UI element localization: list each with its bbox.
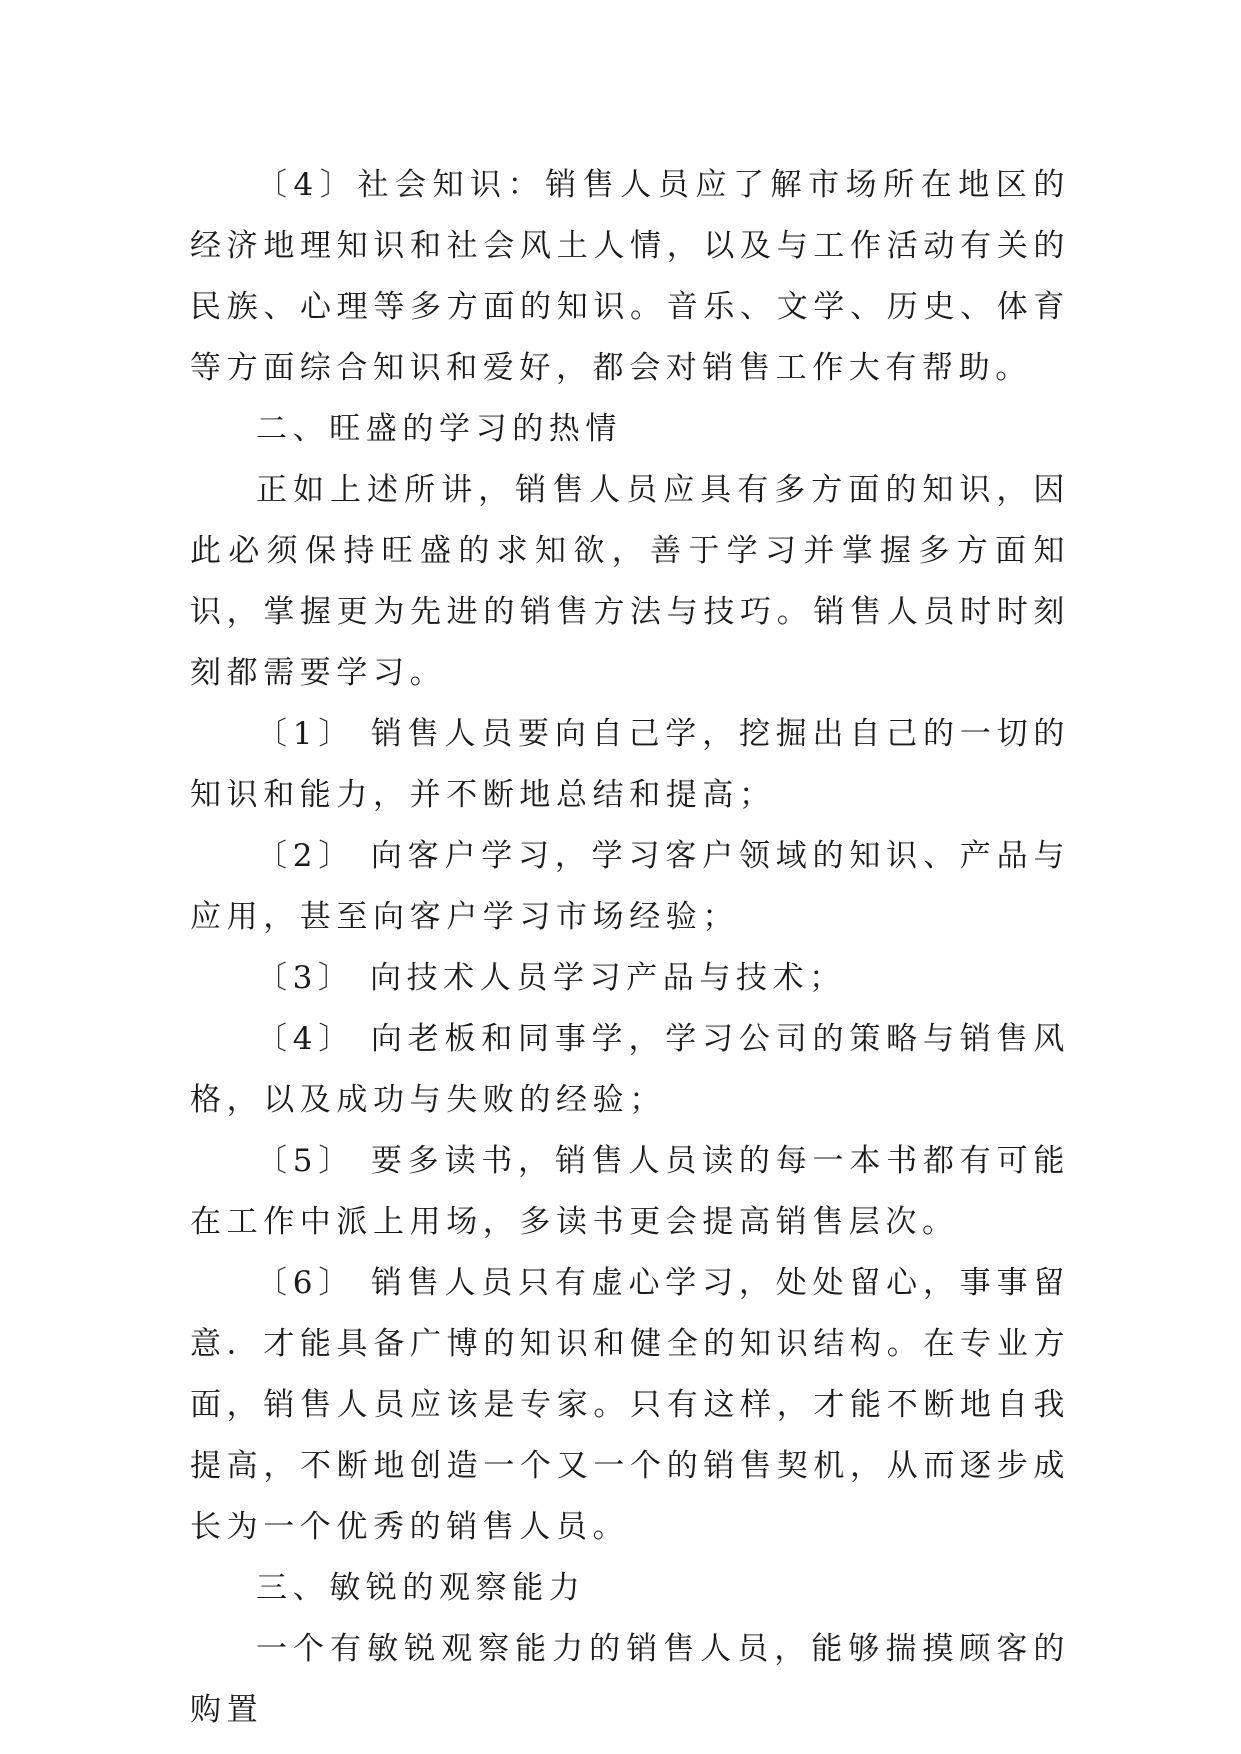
list-item-learn-from-boss-colleagues: 〔4〕 向老板和同事学，学习公司的策略与销售风格，以及成功与失败的经验； bbox=[190, 1021, 1070, 1118]
list-item-learn-from-technicians: 〔3〕 向技术人员学习产品与技术； bbox=[256, 960, 846, 996]
paragraph-learning-intro: 正如上述所讲，销售人员应具有多方面的知识，因此必须保持旺盛的求知欲，善于学习并掌握多方面知识，掌握更为先进的销售方法与技巧。销售人员时时刻刻都需要学习。 bbox=[190, 472, 1070, 691]
section-heading-learning-passion: 二、旺盛的学习的热情 bbox=[256, 411, 622, 447]
document-body bbox=[190, 155, 1070, 1741]
paragraph-social-knowledge: 〔4〕社会知识：销售人员应了解市场所在地区的经济地理知识和社会风土人情，以及与工作活动有关的民族、心理等多方面的知识。音乐、文学、历史、体育等方面综合知识和爱好，都会对销售工作大有帮助。 bbox=[190, 167, 1070, 386]
list-item-learn-from-customers: 〔2〕 向客户学习，学习客户领域的知识、产品与应用，甚至向客户学习市场经验； bbox=[190, 838, 1070, 935]
paragraph-observation-intro: 一个有敏锐观察能力的销售人员，能够揣摸顾客的购置 bbox=[190, 1631, 1070, 1728]
section-heading-observation: 三、敏锐的观察能力 bbox=[256, 1570, 586, 1606]
list-item-read-books: 〔5〕 要多读书，销售人员读的每一本书都有可能在工作中派上用场，多读书更会提高销售层次。 bbox=[190, 1143, 1070, 1240]
list-item-humble-learning: 〔6〕 销售人员只有虚心学习，处处留心，事事留意．才能具备广博的知识和健全的知识结构。在专业方面，销售人员应该是专家。只有这样，才能不断地自我提高，不断地创造一个又一个的销售契机，从而逐步成长为一个优秀的销售人员。 bbox=[190, 1265, 1070, 1545]
list-item-learn-from-self: 〔1〕 销售人员要向自己学，挖掘出自己的一切的知识和能力，并不断地总结和提高； bbox=[190, 716, 1070, 813]
